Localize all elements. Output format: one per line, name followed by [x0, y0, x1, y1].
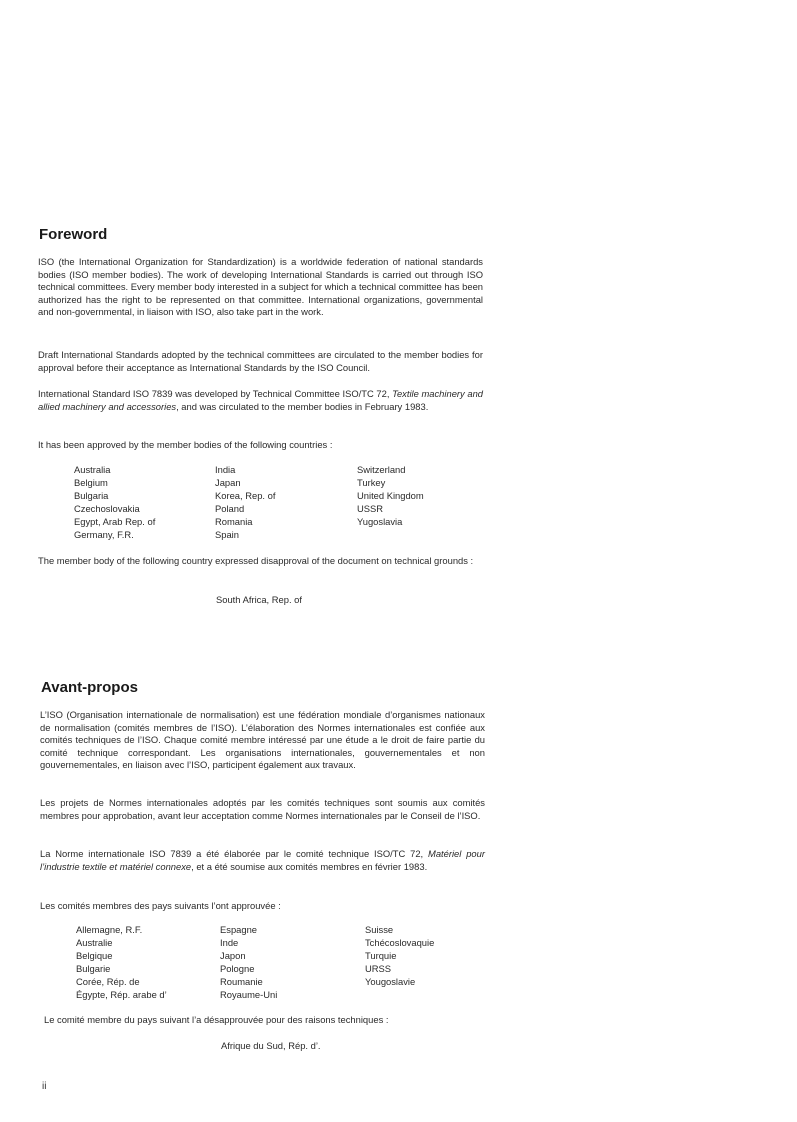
avant-propos-para-2: Les projets de Normes internationales adoptés par les comités techniques sont soumis aux comités membres pour approbation, avant leur acceptation comme Normes internationales par le Conseil de l’ISO.: [40, 797, 485, 821]
country-column-1: [76, 924, 167, 1001]
disapproving-country-fr: Afrique du Sud, Rép. d’.: [221, 1040, 321, 1051]
country: Yugoslavia: [357, 515, 403, 527]
country: United Kingdom: [357, 489, 424, 501]
country: Belgium: [74, 476, 108, 488]
country: URSS: [365, 962, 392, 974]
country: Yougoslavie: [365, 975, 416, 987]
country: Spain: [215, 528, 239, 540]
country: Corée, Rép. de: [76, 975, 140, 987]
country: Japan: [215, 476, 241, 488]
country: Switzerland: [357, 464, 406, 475]
country: Belgique: [76, 949, 113, 961]
approving-countries-en: [74, 464, 474, 544]
country: Inde: [220, 936, 239, 948]
foreword-para-2: Draft International Standards adopted by the technical committees are circulated to the member bodies for approval before their acceptance as International Standards by the ISO Council.: [38, 349, 483, 373]
country: Égypte, Rép. arabe d’: [76, 988, 167, 1000]
country: Espagne: [220, 924, 258, 935]
country: Poland: [215, 502, 245, 514]
country: Australia: [74, 464, 111, 475]
country: Suisse: [365, 924, 394, 935]
country-column-1: [74, 464, 155, 541]
country-column-3: [365, 924, 434, 989]
country: Korea, Rep. of: [215, 489, 276, 501]
country: Turquie: [365, 949, 397, 961]
country-column-3: [357, 464, 424, 529]
foreword-para-1: ISO (the International Organization for Standardization) is a worldwide federation of national standards bodies (ISO member bodies). The work of developing International Standards is carried out through ISO technical committees. Every member body interested in a subject for which a technical committee has been authorized has the right to be represented on that committee. International organizations, governmental and non-governmental, in liaison with ISO, also take part in the work.: [38, 256, 484, 318]
disapproving-country-en: South Africa, Rep. of: [216, 594, 302, 605]
country-column-2: [220, 924, 277, 1001]
avant-propos-para-4: Les comités membres des pays suivants l’ont approuvée :: [40, 900, 281, 911]
avant-propos-para-5: Le comité membre du pays suivant l’a désapprouvée pour des raisons techniques :: [44, 1014, 389, 1025]
country: Germany, F.R.: [74, 528, 134, 540]
foreword-para-4: It has been approved by the member bodies of the following countries :: [38, 439, 333, 450]
country: Egypt, Arab Rep. of: [74, 515, 156, 527]
foreword-para-5: The member body of the following country expressed disapproval of the document on technical grounds :: [38, 555, 474, 566]
country: Romania: [215, 515, 253, 527]
country: Allemagne, R.F.: [76, 924, 143, 935]
country: Australie: [76, 936, 113, 948]
country: Tchécoslovaquie: [365, 936, 435, 948]
country: Roumanie: [220, 975, 263, 987]
country: Turkey: [357, 476, 386, 488]
country-column-2: [215, 464, 275, 541]
avant-propos-para-1: L’ISO (Organisation internationale de normalisation) est une fédération mondiale d’organismes nationaux de normalisation (comités membres de l’ISO). L’élaboration des Normes internationales est confiée aux comités techniques de l’ISO. Chaque comité membre intéressé par une étude a le droit de faire partie du comité technique correspondant. Les organisations internationales, gouvernementales et non gouvernementales, en liaison avec l’ISO, participent également aux travaux.: [40, 709, 485, 771]
country: Royaume-Uni: [220, 988, 278, 1000]
country: Bulgaria: [74, 489, 109, 501]
page-number: ii: [42, 1081, 47, 1092]
country: India: [215, 464, 236, 475]
foreword-heading: Foreword: [39, 226, 108, 243]
country: USSR: [357, 502, 384, 514]
approving-countries-fr: [76, 924, 476, 1004]
foreword-para-3: International Standard ISO 7839 was developed by Technical Committee ISO/TC 72, Textile machinery and allied machinery and accessories, and was circulated to the member bodies in February 1983.: [38, 388, 483, 412]
country: Czechoslovakia: [74, 502, 140, 514]
country: Bulgarie: [76, 962, 111, 974]
country: Japon: [220, 949, 246, 961]
avant-propos-heading: Avant-propos: [41, 679, 138, 696]
avant-propos-para-3: La Norme internationale ISO 7839 a été élaborée par le comité technique ISO/TC 72, Matériel pour l’industrie textile et matériel connexe, et a été soumise aux comités membres en février 1983.: [40, 848, 485, 872]
country: Pologne: [220, 962, 255, 974]
